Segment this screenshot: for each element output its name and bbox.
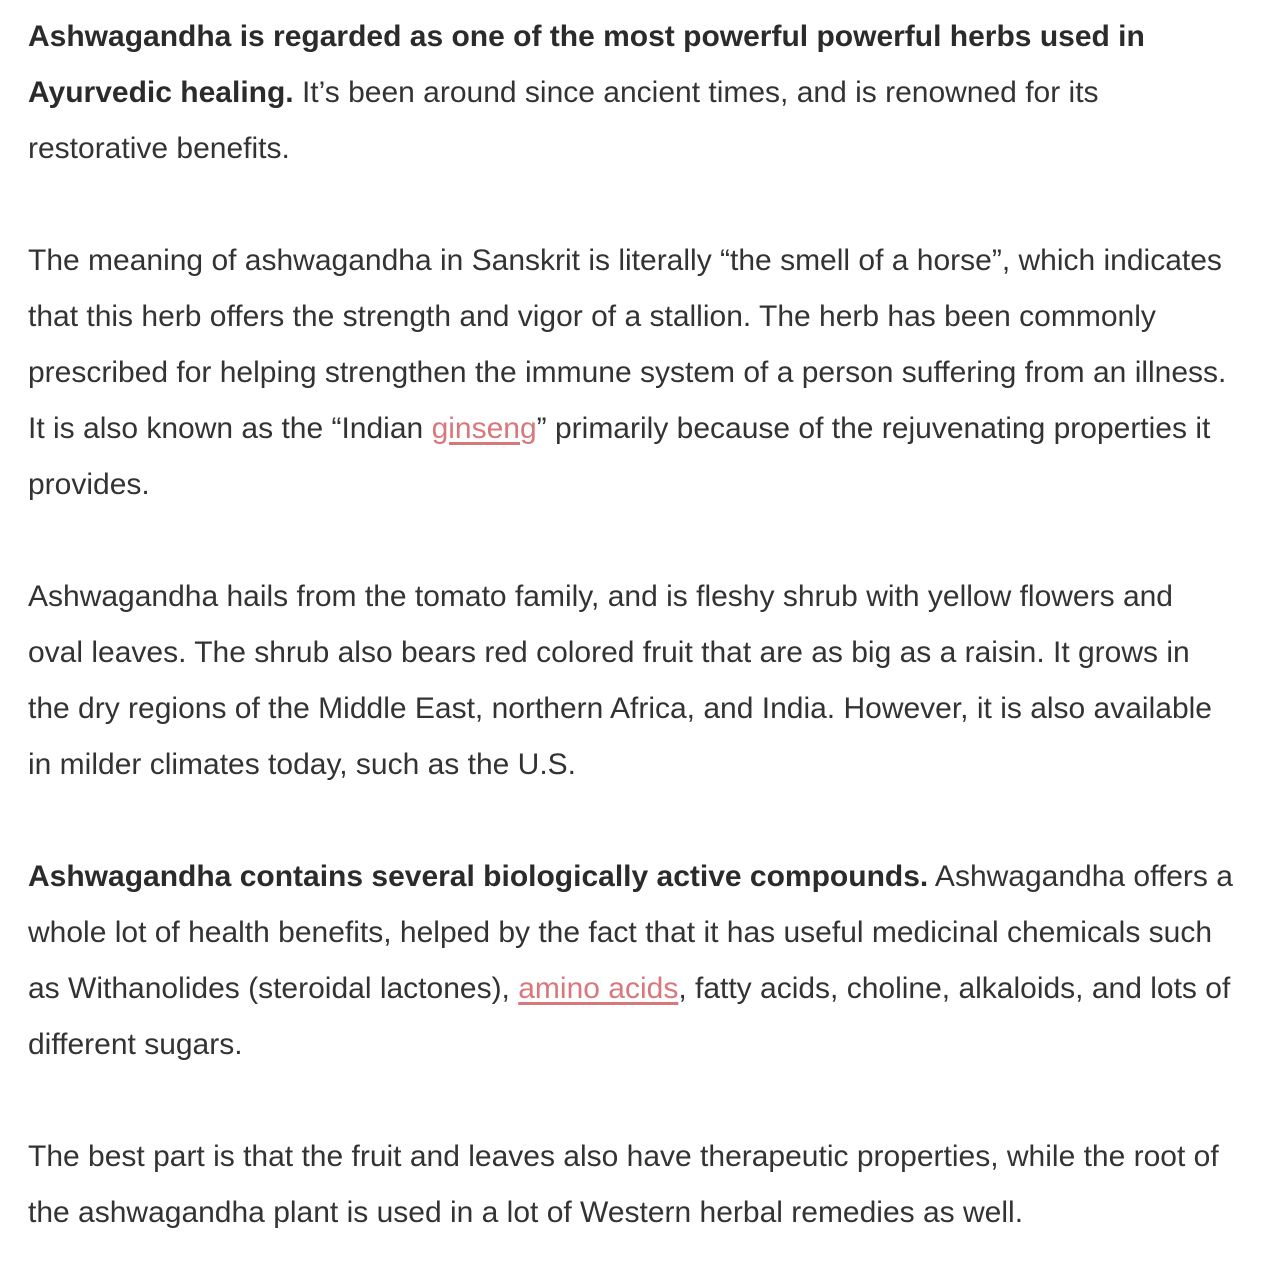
origin-text: Ashwagandha hails from the tomato family, and is fleshy shrub with yellow flowers and oval leaves. The shrub also bears red colored fruit that are as big as a raisin. It grows in the dry regions of the Middle East, northern Africa, and India. However, it is also available in milder climates today, such as the U.S. [28,580,1212,781]
compounds-text-before: Ashwagandha offers a whole lot of health benefits, helped by the fact that it has useful medicinal chemicals such as Withanolides (steroidal lactones), [28,860,1233,1005]
paragraph-uses [28,1129,1236,1241]
intro-lead: Ashwagandha is regarded as one of the most powerful powerful herbs used in Ayurvedic healing. [28,20,1145,109]
paragraph-origin [28,569,1236,793]
compounds-text-after: , fatty acids, choline, alkaloids, and lots of different sugars. [28,972,1231,1061]
uses-text: The best part is that the fruit and leaves also have therapeutic properties, while the root of the ashwagandha plant is used in a lot of Western herbal remedies as well. [28,1140,1219,1229]
ginseng-link[interactable]: ginseng [431,412,537,445]
paragraph-intro [28,9,1236,177]
meaning-text-after: ” primarily because of the rejuvenating properties it provides. [28,412,1211,501]
paragraph-meaning [28,233,1236,513]
paragraph-compounds [28,849,1236,1073]
intro-text: It’s been around since ancient times, and is renowned for its restorative benefits. [28,76,1099,165]
amino-acids-link[interactable]: amino acids [518,972,679,1005]
compounds-lead: Ashwagandha contains several biologically active compounds. [28,860,929,893]
meaning-text-before: The meaning of ashwagandha in Sanskrit is literally “the smell of a horse”, which indicates that this herb offers the strength and vigor of a stallion. The herb has been commonly prescribed for helping strengthen the immune system of a person suffering from an illness. It is also known as the “Indian [28,244,1227,445]
